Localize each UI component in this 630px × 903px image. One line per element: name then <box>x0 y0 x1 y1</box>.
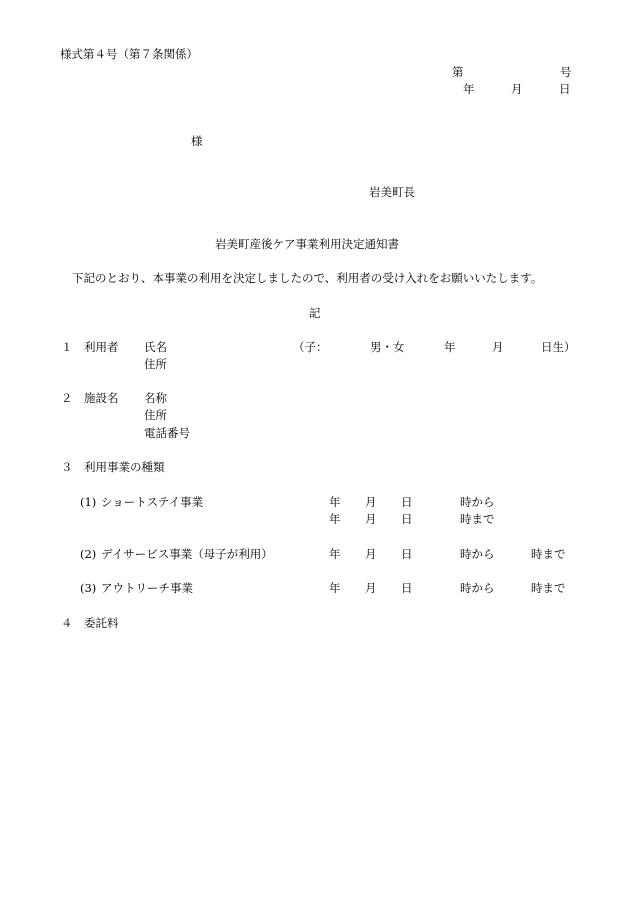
service2-name: デイサービス事業（母子が利用） <box>101 547 273 561</box>
service3-month: 月 <box>365 581 377 595</box>
service1-until: 時まで <box>460 512 495 526</box>
service2-from: 時から <box>460 547 495 561</box>
service1-name: ショートステイ事業 <box>101 495 204 509</box>
service1-month: 月 <box>365 495 377 509</box>
date-year: 年 <box>463 82 475 96</box>
gender-choice: 男・女 <box>370 340 405 354</box>
section3-num: ３ <box>61 460 73 474</box>
service1-day2: 日 <box>401 512 413 526</box>
birth-close: 日生） <box>541 340 576 354</box>
service3-until: 時まで <box>531 581 566 595</box>
child-open: （子： <box>293 340 328 354</box>
user-address-label: 住所 <box>144 357 167 371</box>
service3-no: (3) <box>80 581 97 595</box>
service3-name: アウトリーチ事業 <box>101 581 193 595</box>
addressee-suffix: 様 <box>191 134 203 148</box>
service2-day: 日 <box>401 547 413 561</box>
section1-label: 利用者 <box>84 340 119 354</box>
user-name-label: 氏名 <box>144 340 167 354</box>
intro-text: 下記のとおり、本事業の利用を決定しましたので、利用者の受け入れをお願いいたします。 <box>72 271 543 285</box>
section2-num: ２ <box>61 391 73 405</box>
date-day: 日 <box>559 82 571 96</box>
section4-num: ４ <box>61 616 73 630</box>
service2-until: 時まで <box>531 547 566 561</box>
form-id: 様式第４号（第７条関係） <box>60 47 198 61</box>
service2-no: (2) <box>80 547 97 561</box>
service1-from: 時から <box>460 495 495 509</box>
birth-month: 月 <box>492 340 504 354</box>
facility-phone-label: 電話番号 <box>144 426 190 440</box>
facility-name-label: 名称 <box>144 391 167 405</box>
doc-number-prefix: 第 <box>452 65 464 79</box>
service1-no: (1) <box>80 495 97 509</box>
date-month: 月 <box>511 82 523 96</box>
section2-label: 施設名 <box>84 391 119 405</box>
service3-day: 日 <box>401 581 413 595</box>
birth-year: 年 <box>444 340 456 354</box>
issuer: 岩美町長 <box>369 185 415 199</box>
section4-label: 委託料 <box>84 616 119 630</box>
service3-from: 時から <box>460 581 495 595</box>
service1-year: 年 <box>329 495 341 509</box>
service1-year2: 年 <box>329 512 341 526</box>
service2-month: 月 <box>365 547 377 561</box>
service2-year: 年 <box>329 547 341 561</box>
service3-year: 年 <box>329 581 341 595</box>
section3-label: 利用事業の種類 <box>84 460 165 474</box>
document-title: 岩美町産後ケア事業利用決定通知書 <box>215 237 399 251</box>
service1-day: 日 <box>401 495 413 509</box>
section1-num: １ <box>61 340 73 354</box>
service1-month2: 月 <box>365 512 377 526</box>
doc-number-suffix: 号 <box>560 65 572 79</box>
facility-address-label: 住所 <box>144 408 167 422</box>
ki-heading: 記 <box>309 306 321 320</box>
